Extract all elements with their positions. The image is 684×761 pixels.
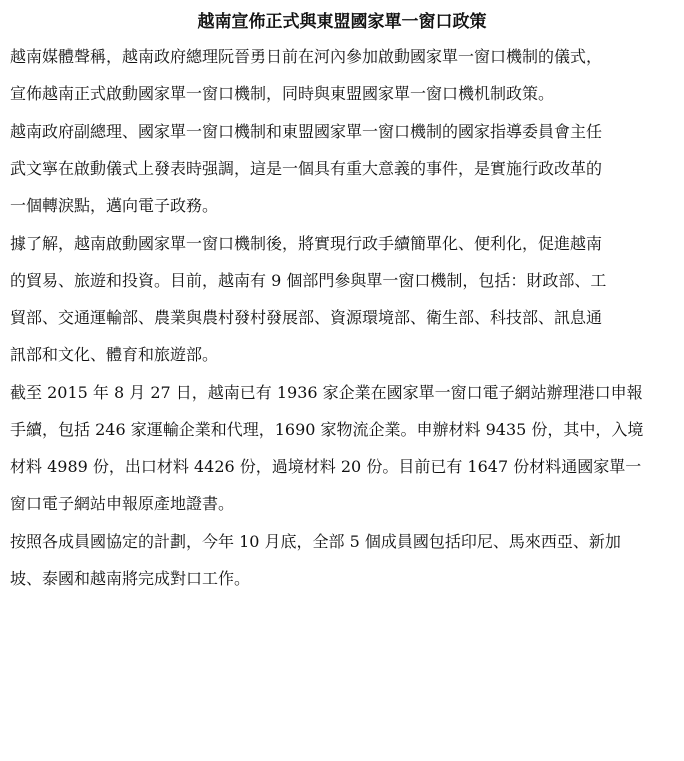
paragraph-2 bbox=[10, 119, 674, 219]
paragraph-1 bbox=[10, 44, 674, 107]
text-line: 的貿易、旅遊和投資。目前，越南有 9 個部門參與單一窗口機制，包括：財政部、工 bbox=[10, 271, 607, 290]
document-title: 越南宣佈正式與東盟國家單一窗口政策 bbox=[197, 12, 487, 32]
text-line: 窗口電子網站申報原產地證書。 bbox=[10, 494, 235, 513]
text-line: 武文寧在啟動儀式上發表時强調，這是一個具有重大意義的事件，是實施行政改革的 bbox=[10, 159, 603, 178]
text-line: 坡、泰國和越南將完成對口工作。 bbox=[10, 569, 251, 588]
text-line: 越南媒體聲稱，越南政府總理阮晉勇日前在河內參加啟動國家單一窗口機制的儀式， bbox=[10, 47, 603, 66]
text-line: 截至 2015 年 8 月 27 日，越南已有 1936 家企業在國家單一窗口電子網站辦理港口申報 bbox=[10, 383, 643, 402]
paragraph-4 bbox=[10, 380, 674, 517]
text-line: 貿部、交通運輸部、農業與農村發村發展部、資源環境部、衛生部、科技部、訊息通 bbox=[10, 308, 603, 327]
text-line: 手續，包括 246 家運輸企業和代理，1690 家物流企業。申辦材料 9435 份，其中，入境 bbox=[10, 420, 644, 439]
text-line: 宣佈越南正式啟動國家單一窗口機制，同時與東盟國家單一窗口機机制政策。 bbox=[10, 84, 555, 103]
paragraph-3 bbox=[10, 231, 674, 368]
text-line: 一個轉淚點，邁向電子政務。 bbox=[10, 196, 219, 215]
paragraph-5 bbox=[10, 529, 674, 592]
text-line: 訊部和文化、體育和旅遊部。 bbox=[10, 345, 219, 364]
text-line: 據了解，越南啟動國家單一窗口機制後，將實現行政手續簡單化、便利化，促進越南 bbox=[10, 234, 603, 253]
text-line: 按照各成員國協定的計劃，今年 10 月底，全部 5 個成員國包括印尼、馬來西亞、新加 bbox=[10, 532, 621, 551]
text-line: 材料 4989 份，出口材料 4426 份，過境材料 20 份。目前已有 1647 份材料通國家單一 bbox=[10, 457, 642, 476]
text-line: 越南政府副總理、國家單一窗口機制和東盟國家單一窗口機制的國家指導委員會主任 bbox=[10, 122, 603, 141]
